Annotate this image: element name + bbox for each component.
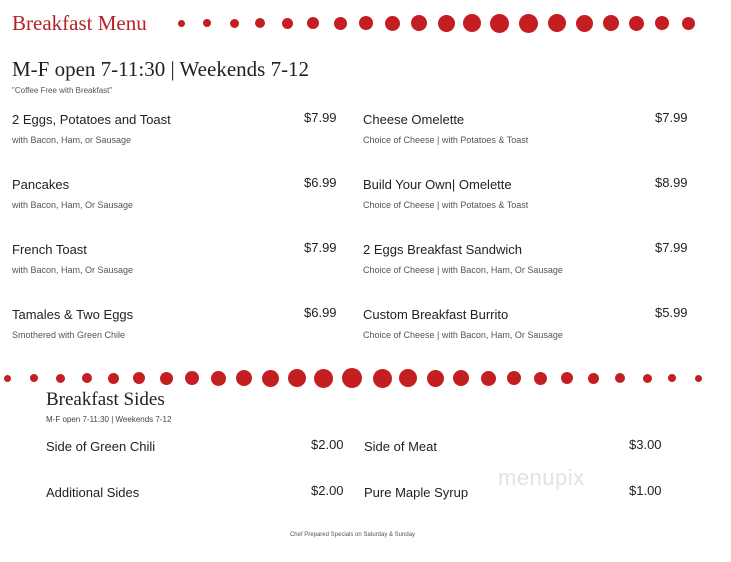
item-desc-breakfast-burrito: Choice of Cheese | with Bacon, Ham, Or Sausage — [363, 330, 563, 340]
decorative-dot — [133, 372, 145, 384]
item-price-french-toast: $7.99 — [304, 240, 337, 255]
coffee-note: "Coffee Free with Breakfast" — [12, 86, 113, 95]
item-desc-cheese-omelette: Choice of Cheese | with Potatoes & Toast — [363, 135, 529, 145]
decorative-dot — [178, 20, 185, 27]
item-desc-breakfast-sandwich: Choice of Cheese | with Bacon, Ham, Or Sausage — [363, 265, 563, 275]
decorative-dot — [108, 373, 119, 384]
decorative-dot — [236, 370, 252, 386]
decorative-dot — [230, 19, 239, 28]
decorative-dot — [385, 16, 400, 31]
decorative-dot — [643, 374, 652, 383]
decorative-dot — [359, 16, 373, 30]
decorative-dot — [695, 375, 702, 382]
footer-note: Chef Prepared Specials on Saturday & Sunday — [289, 532, 416, 538]
decorative-dot — [490, 14, 509, 33]
decorative-dot — [615, 373, 625, 383]
decorative-dot — [576, 15, 593, 32]
decorative-dot — [453, 370, 469, 386]
hours-heading: M-F open 7-11:30 | Weekends 7-12 — [12, 57, 310, 81]
side-price-green-chili: $2.00 — [311, 437, 344, 452]
decorative-dot — [603, 15, 619, 31]
decorative-dot — [629, 16, 644, 31]
item-price-cheese-omelette: $7.99 — [655, 110, 688, 125]
decorative-dot — [334, 17, 347, 30]
decorative-dot — [314, 369, 333, 388]
decorative-dot — [4, 375, 11, 382]
decorative-dot — [262, 370, 279, 387]
decorative-dot — [82, 373, 92, 383]
side-price-meat: $3.00 — [629, 437, 662, 452]
item-name-build-your-own-omelette: Build Your Own| Omelette — [363, 177, 512, 192]
decorative-dot — [30, 374, 38, 382]
decorative-dot — [561, 372, 573, 384]
decorative-dot — [203, 19, 211, 27]
decorative-dot — [399, 369, 417, 387]
decorative-dot — [411, 15, 427, 31]
side-name-meat: Side of Meat — [364, 439, 437, 454]
decorative-dot — [507, 371, 521, 385]
item-name-tamales: Tamales & Two Eggs — [12, 307, 134, 322]
item-price-breakfast-burrito: $5.99 — [655, 305, 688, 320]
decorative-dot — [255, 18, 265, 28]
side-name-green-chili: Side of Green Chili — [46, 439, 156, 454]
decorative-dot — [427, 370, 444, 387]
item-name-pancakes: Pancakes — [12, 177, 70, 192]
item-desc-2-eggs-potatoes-toast: with Bacon, Ham, or Sausage — [12, 135, 132, 145]
side-name-additional: Additional Sides — [46, 485, 140, 500]
item-desc-build-your-own-omelette: Choice of Cheese | with Potatoes & Toast — [363, 200, 529, 210]
item-name-cheese-omelette: Cheese Omelette — [363, 112, 465, 127]
decorative-dot — [307, 17, 319, 29]
sides-hours: M-F open 7-11:30 | Weekends 7-12 — [46, 415, 172, 424]
decorative-dot — [185, 371, 199, 385]
decorative-dot — [56, 374, 65, 383]
decorative-dot — [655, 16, 669, 30]
item-desc-pancakes: with Bacon, Ham, Or Sausage — [12, 200, 134, 210]
side-price-maple-syrup: $1.00 — [629, 483, 662, 498]
decorative-dot — [438, 15, 455, 32]
side-name-maple-syrup: Pure Maple Syrup — [364, 485, 469, 500]
menu-title: Breakfast Menu — [12, 11, 147, 35]
item-name-breakfast-sandwich: 2 Eggs Breakfast Sandwich — [363, 242, 522, 257]
decorative-dot — [519, 14, 538, 33]
decorative-dot — [373, 369, 392, 388]
decorative-dot — [481, 371, 496, 386]
decorative-dot — [288, 369, 306, 387]
decorative-dot — [342, 368, 362, 388]
item-name-2-eggs-potatoes-toast: 2 Eggs, Potatoes and Toast — [12, 112, 171, 127]
item-price-tamales: $6.99 — [304, 305, 337, 320]
decorative-dot — [682, 17, 695, 30]
decorative-dot — [463, 14, 481, 32]
item-name-breakfast-burrito: Custom Breakfast Burrito — [363, 307, 509, 322]
item-price-build-your-own-omelette: $8.99 — [655, 175, 688, 190]
decorative-dot — [282, 18, 293, 29]
item-desc-french-toast: with Bacon, Ham, Or Sausage — [12, 265, 134, 275]
item-price-pancakes: $6.99 — [304, 175, 337, 190]
item-price-breakfast-sandwich: $7.99 — [655, 240, 688, 255]
decorative-dot — [668, 374, 676, 382]
menupix-watermark: menupix — [498, 465, 585, 490]
decorative-dot — [588, 373, 599, 384]
sides-title: Breakfast Sides — [46, 389, 165, 410]
side-price-additional: $2.00 — [311, 483, 344, 498]
item-name-french-toast: French Toast — [12, 242, 87, 257]
decorative-dot — [160, 372, 173, 385]
decorative-dot — [534, 372, 547, 385]
item-price-2-eggs-potatoes-toast: $7.99 — [304, 110, 337, 125]
item-desc-tamales: Smothered with Green Chile — [12, 330, 126, 340]
decorative-dot — [211, 371, 226, 386]
decorative-dot — [548, 14, 566, 32]
